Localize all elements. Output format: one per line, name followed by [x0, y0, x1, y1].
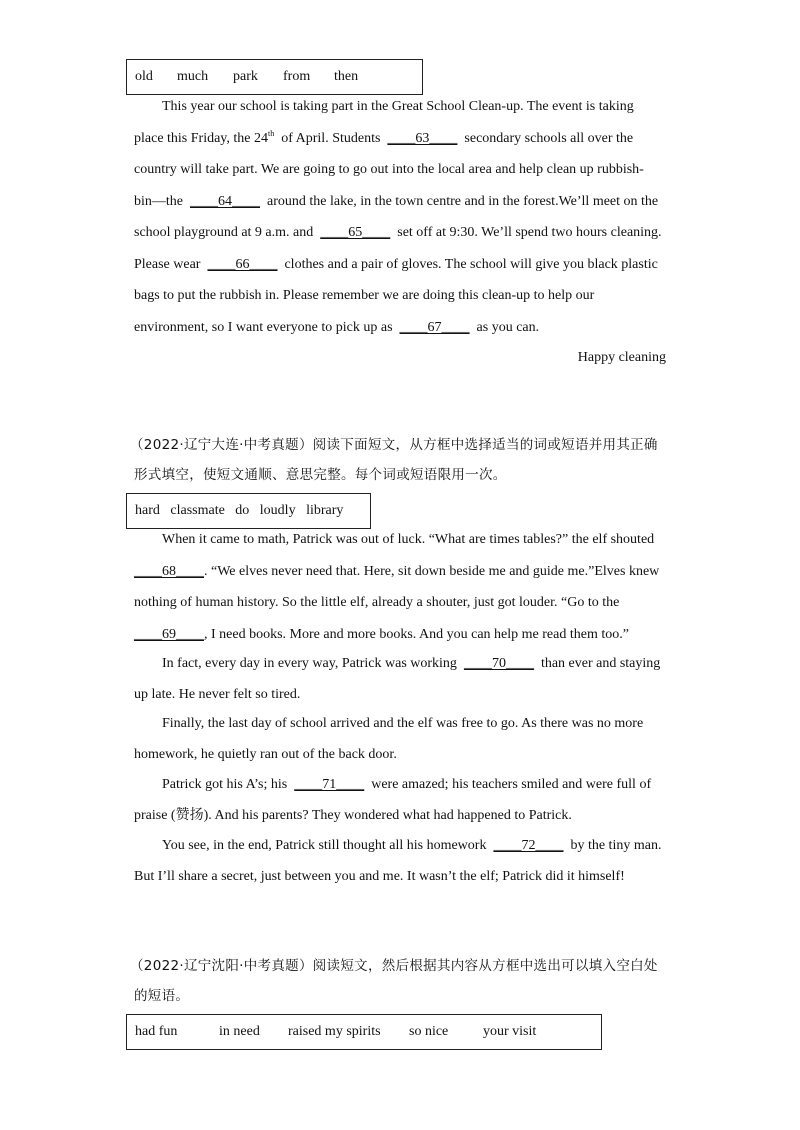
word-box-item: old [135, 69, 153, 84]
q2-line: ____68____. “We elves never need that. Here, sit down beside me and guide me.”Elves knew [134, 564, 660, 579]
blank-70[interactable]: ____70____ [463, 656, 534, 671]
word-box-item: from [283, 69, 311, 84]
passage1-line: bin—the ____64____ around the lake, in the town centre and in the forest.We’ll meet on the [134, 194, 659, 209]
blank-68[interactable]: ____68____ [134, 564, 204, 579]
word-box-1 [126, 59, 423, 95]
passage1-line: Please wear ____66____ clothes and a pair of gloves. The school will give you black plastic [134, 257, 658, 272]
blank-67[interactable]: ____67____ [399, 320, 470, 335]
blank-64[interactable]: ____64____ [190, 194, 260, 209]
q3-instruction: 的短语。 [134, 988, 190, 1004]
blank-69[interactable]: ____69____ [134, 627, 204, 642]
q2-line: nothing of human history. So the little elf, already a shouter, just got louder. “Go to the [134, 595, 620, 610]
q2-line: You see, in the end, Patrick still thought all his homework ____72____ by the tiny man. [162, 838, 662, 853]
word-box-item: raised my spirits [288, 1024, 381, 1039]
word-box-item: had fun [135, 1024, 178, 1039]
blank-72[interactable]: ____72____ [493, 838, 564, 853]
word-box-item: park [233, 69, 258, 84]
blank-66[interactable]: ____66____ [207, 257, 278, 272]
word-box-text: hard classmate do loudly library [135, 503, 344, 518]
blank-63[interactable]: ____63____ [387, 131, 458, 146]
word-box-3 [126, 1014, 602, 1050]
q2-line: But I’ll share a secret, just between you and me. It wasn’t the elf; Patrick did it himself! [134, 869, 625, 884]
passage1-signoff: Happy cleaning [577, 350, 666, 365]
q2-line: up late. He never felt so tired. [134, 687, 301, 702]
word-box-2 [126, 493, 371, 529]
q2-line: When it came to math, Patrick was out of luck. “What are times tables?” the elf shouted [162, 532, 655, 547]
q2-instruction: 形式填空，使短文通顺、意思完整。每个词或短语限用一次。 [134, 467, 507, 483]
q2-line: In fact, every day in every way, Patrick was working ____70____ than ever and staying [162, 656, 661, 671]
blank-65[interactable]: ____65____ [320, 225, 391, 240]
passage1-line: school playground at 9 a.m. and ____65____ set off at 9:30. We’ll spend two hours cleaning. [134, 225, 662, 240]
passage1-line: place this Friday, the 24th of April. Students ____63____ secondary schools all over the [134, 129, 634, 146]
q2-line: ____69____, I need books. More and more books. And you can help me read them too.” [134, 627, 629, 642]
word-box-item: much [177, 69, 209, 84]
q2-line: Patrick got his A’s; his ____71____ were amazed; his teachers smiled and were full of [162, 777, 652, 792]
passage1-line: country will take part. We are going to go out into the local area and help clean up rubbish- [134, 162, 644, 177]
blank-71[interactable]: ____71____ [294, 777, 365, 792]
q2-line: praise (赞扬). And his parents? They wondered what had happened to Patrick. [134, 808, 572, 823]
passage1-line: environment, so I want everyone to pick up as ____67____ as you can. [134, 320, 540, 335]
q2-instruction: （2022·辽宁大连·中考真题）阅读下面短文，从方框中选择适当的词或短语并用其正确 [130, 437, 658, 453]
word-box-item: your visit [483, 1024, 537, 1039]
q3-instruction: （2022·辽宁沈阳·中考真题）阅读短文，然后根据其内容从方框中选出可以填入空白处 [130, 958, 658, 974]
q2-line: Finally, the last day of school arrived and the elf was free to go. As there was no more [162, 716, 644, 731]
word-box-item: in need [219, 1024, 260, 1039]
passage1-line: This year our school is taking part in the Great School Clean-up. The event is taking [162, 99, 634, 114]
passage1-line: bags to put the rubbish in. Please remember we are doing this clean-up to help our [134, 288, 595, 303]
q2-line: homework, he quietly ran out of the back door. [134, 747, 397, 762]
word-box-item: then [334, 69, 359, 84]
word-box-item: so nice [409, 1024, 449, 1039]
